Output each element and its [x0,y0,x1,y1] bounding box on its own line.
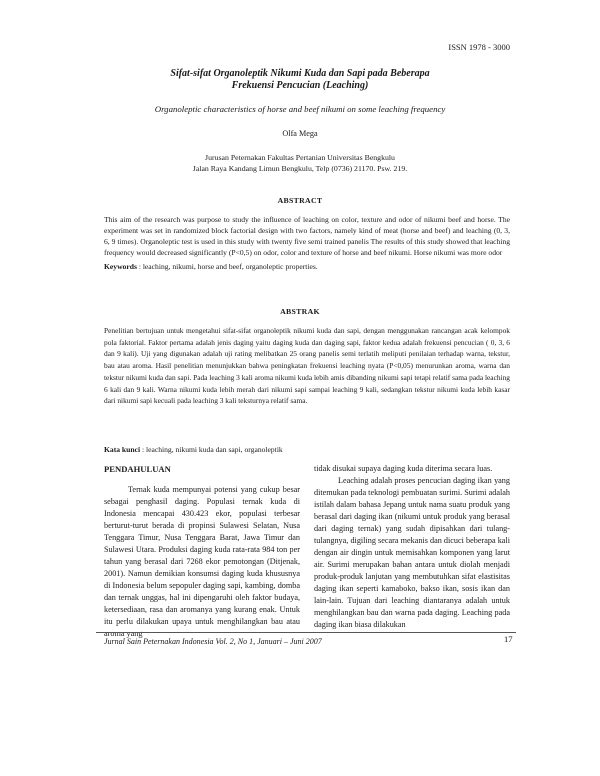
body-paragraph-right-1: tidak disukai supaya daging kuda diterima secara luas. [314,464,493,473]
article-title-line-2: Frekuensi Pencucian (Leaching) [231,80,369,91]
body-paragraph-right-2: Leaching adalah proses pencucian daging ikan yang ditemukan pada teknologi pembuatan surimi. Surimi adalah istilah dalam bahasa Jepang untuk nama suatu produk yang berasal dari daging ikan (nikumi untuk produk yang berasal dari daging ternak) yang sudah dipisahkan dari tulang-tulangnya, digiling secara mekanis dan dicuci beberapa kali dengan air dingin untuk memisahkan komponen yang larut air. Surimi merupakan bahan antara untuk diolah menjadi produk-produk lanjutan yang membutuhkan sifat elastisitas daging ikan seperti kamaboko, bakso ikan, sosis ikan dan lain-lain. Tujuan dari leaching diantaranya adalah untuk menghilangkan bau dan warna pada daging. Leaching pada daging ikan biasa dilakukan [314,476,510,629]
page-number: 17 [504,634,513,644]
author-affiliation [100,152,500,174]
issn-number: ISSN 1978 - 3000 [448,42,510,52]
keywords-id [104,445,510,454]
abstract-text: This aim of the research was purpose to study the influence of leaching on color, texture and odor of nikumi beef and horse. The experiment was set in randomized block factorial design with two factors, namely kind of meat (horse and beef) and leaching (0, 3, 6, 9 times). Organoleptic test is used in this study with twenty five semi trained panelis The results of this study showed that leaching frequency would decreased significantly (P<0,5) on odor, color and texture of horse and beef nikumi. Horse nikumi was more odor [104,215,510,257]
kata-kunci-list: : leaching, nikumi kuda dan sapi, organoleptik [141,445,283,454]
keywords-label: Keywords [104,262,137,271]
abstrak-heading: ABSTRAK [280,307,320,316]
keywords-en [104,262,510,271]
body-column-right [314,463,510,631]
article-title-line-1: Sifat-sifat Organoleptik Nikumi Kuda dan Sapi pada Beberapa [170,68,430,79]
body-column-left [104,463,300,640]
affiliation-line-1: Jurusan Peternakan Fakultas Pertanian Universitas Bengkulu [205,153,395,162]
abstract-heading: ABSTRACT [277,196,323,205]
footer-divider [96,632,516,633]
section-heading-pendahuluan: PENDAHULUAN [104,464,171,474]
journal-footer: Jurnal Sain Peternakan Indonesia Vol. 2, No 1, Januari – Juni 2007 [104,637,322,646]
body-paragraph-left: Ternak kuda mempunyai potensi yang cukup besar sebagai penghasil daging. Populasi ternak kuda di Indonesia mencapai 430.423 ekor, populasi terbesar berturut-turut berada di propinsi Sulawesi Selatan, Nusa Tenggara Timur, Nusa Tenggara Barat, Jawa Timur dan Sulawesi Utara. Produksi daging kuda rata-rata 984 ton per tahun yang berasal dari 7268 ekor pemotongan (Ditjenak, 2001). Namun demikian konsumsi daging kuda khususnya di Indonesia belum sepopuler daging sapi, kambing, domba dan ternak unggas, hal ini dipengaruhi oleh faktor budaya, ketersediaan, rasa dan aromanya yang kurang enak. Untuk itu perlu dilakukan upaya untuk menghilangkan bau atau aroma yang [104,485,300,638]
abstrak-text: Penelitian bertujuan untuk mengetahui sifat-sifat organoleptik nikumi kuda dan sapi, dengan menggunakan rancangan acak kelompok pola faktorial. Faktor pertama adalah jenis daging yaitu daging kuda dan daging sapi, faktor kedua adalah frekuensi pencucian ( 0, 3, 6 dan 9 kali). Uji yang digunakan adalah uji rating melibatkan 25 orang panelis semi terlatih meliputi penilaian terhadap warna, tekstur, bau atau aroma. Hasil penelitian menunjukkan bahwa peningkatan frekuensi leaching nyata (P<0,05) menurunkan aroma, warna dan tekstur nikumi kuda dan sapi. Pada leaching 3 kali aroma nikumi kuda lebih amis dibanding nikumi sapi tetapi relatif sama pada leaching 6 kali dan 9 kali. Warna nikumi kuda lebih merah dari nikumi sapi sampai leaching 9 kali, sedangkan tekstur nikumi kuda lebih kasar dari nikumi sapi kecuali pada leaching 3 kali teksturnya relatif sama. [104,326,510,406]
article-subtitle: Organoleptic characteristics of horse and beef nikumi on some leaching frequency [154,104,446,114]
affiliation-line-2: Jalan Raya Kandang Limun Bengkulu, Telp (0736) 21170. Psw. 219. [192,164,408,173]
article-title [100,68,500,92]
kata-kunci-label: Kata kunci [104,445,141,454]
author-name: Olfa Mega [282,129,318,138]
keywords-list: : leaching, nikumi, horse and beef, organoleptic properties. [138,262,318,271]
